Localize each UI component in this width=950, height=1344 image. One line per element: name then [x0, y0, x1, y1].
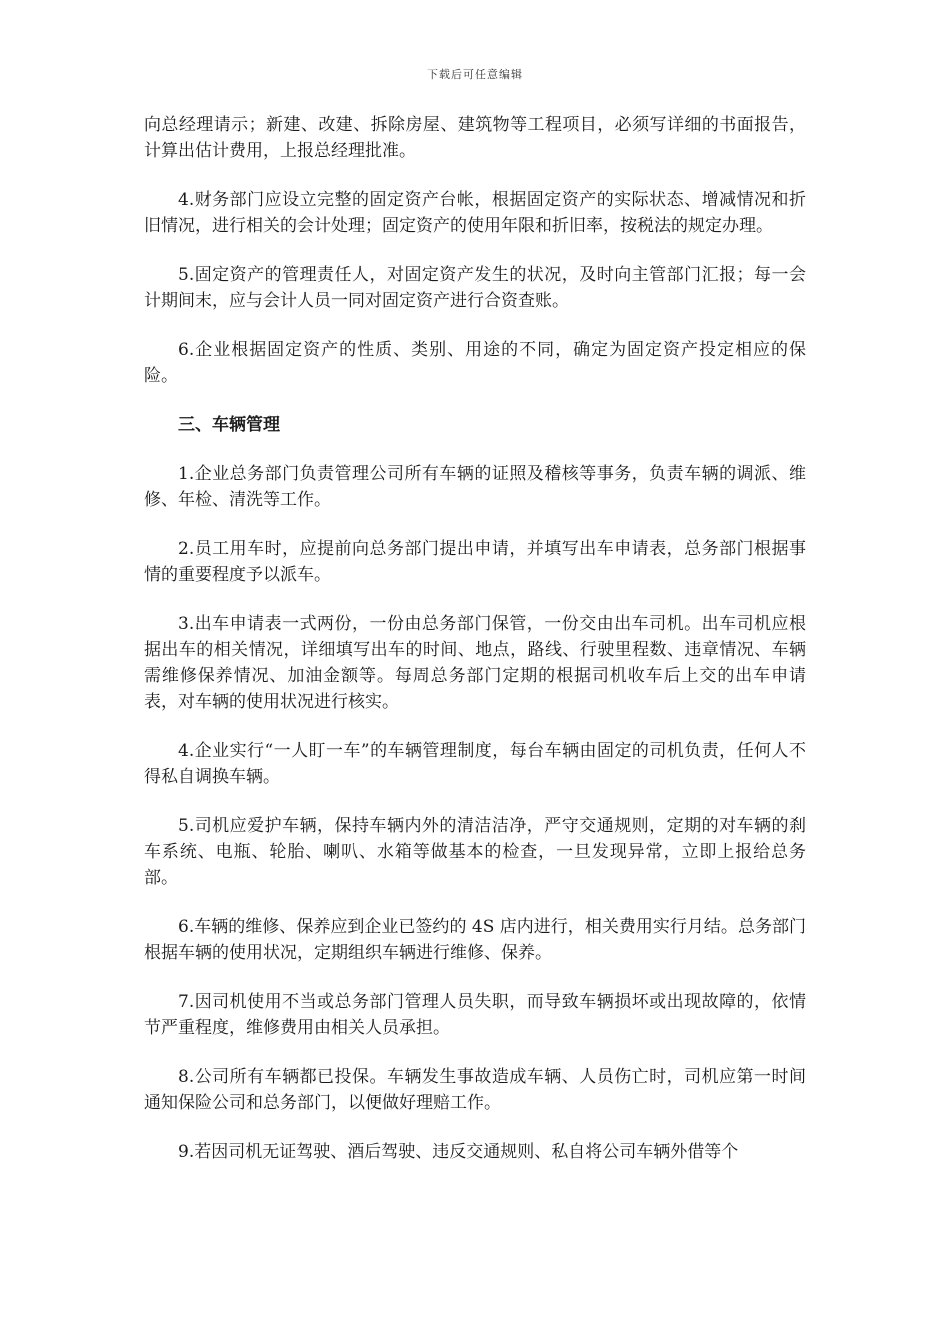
paragraph-vehicle-5: 5.司机应爱护车辆，保持车辆内外的清洁洁净，严守交通规则，定期的对车辆的刹车系统、电瓶、轮胎、喇叭、水箱等做基本的检查，一旦发现异常，立即上报给总务部。 [144, 816, 806, 888]
section-heading-vehicle-management: 三、车辆管理 [178, 415, 280, 435]
paragraph-vehicle-7: 7.因司机使用不当或总务部门管理人员失职，而导致车辆损坏或出现故障的，依情节严重程度，维修费用由相关人员承担。 [144, 992, 806, 1038]
paragraph-vehicle-1: 1.企业总务部门负责管理公司所有车辆的证照及稽核等事务，负责车辆的调派、维修、年检、清洗等工作。 [144, 464, 806, 510]
paragraph-asset-4: 4.财务部门应设立完整的固定资产台帐，根据固定资产的实际状态、增减情况和折旧情况，进行相关的会计处理；固定资产的使用年限和折旧率，按税法的规定办理。 [144, 190, 806, 236]
paragraph-intro: 向总经理请示；新建、改建、拆除房屋、建筑物等工程项目，必须写详细的书面报告，计算出估计费用，上报总经理批准。 [144, 115, 806, 161]
paragraph-asset-5: 5.固定资产的管理责任人，对固定资产发生的状况，及时向主管部门汇报；每一会计期间末，应与会计人员一同对固定资产进行合资查账。 [144, 265, 806, 311]
document-body [144, 112, 806, 1165]
paragraph-vehicle-9: 9.若因司机无证驾驶、酒后驾驶、违反交通规则、私自将公司车辆外借等个 [178, 1142, 739, 1162]
header-note: 下载后可任意编辑 [427, 68, 523, 81]
paragraph-vehicle-4: 4.企业实行“一人盯一车”的车辆管理制度，每台车辆由固定的司机负责，任何人不得私自调换车辆。 [144, 741, 806, 787]
paragraph-asset-6: 6.企业根据固定资产的性质、类别、用途的不同，确定为固定资产投定相应的保险。 [144, 340, 806, 386]
paragraph-vehicle-3: 3.出车申请表一式两份，一份由总务部门保管，一份交由出车司机。出车司机应根据出车的相关情况，详细填写出车的时间、地点，路线、行驶里程数、违章情况、车辆需维修保养情况、加油金额等。每周总务部门定期的根据司机收车后上交的出车申请表，对车辆的使用状况进行核实。 [144, 614, 806, 712]
paragraph-vehicle-2: 2.员工用车时，应提前向总务部门提出申请，并填写出车申请表，总务部门根据事情的重要程度予以派车。 [144, 539, 806, 585]
paragraph-vehicle-8: 8.公司所有车辆都已投保。车辆发生事故造成车辆、人员伤亡时，司机应第一时间通知保险公司和总务部门，以便做好理赔工作。 [144, 1067, 806, 1113]
paragraph-vehicle-6: 6.车辆的维修、保养应到企业已签约的 4S 店内进行，相关费用实行月结。总务部门根据车辆的使用状况，定期组织车辆进行维修、保养。 [144, 917, 806, 963]
